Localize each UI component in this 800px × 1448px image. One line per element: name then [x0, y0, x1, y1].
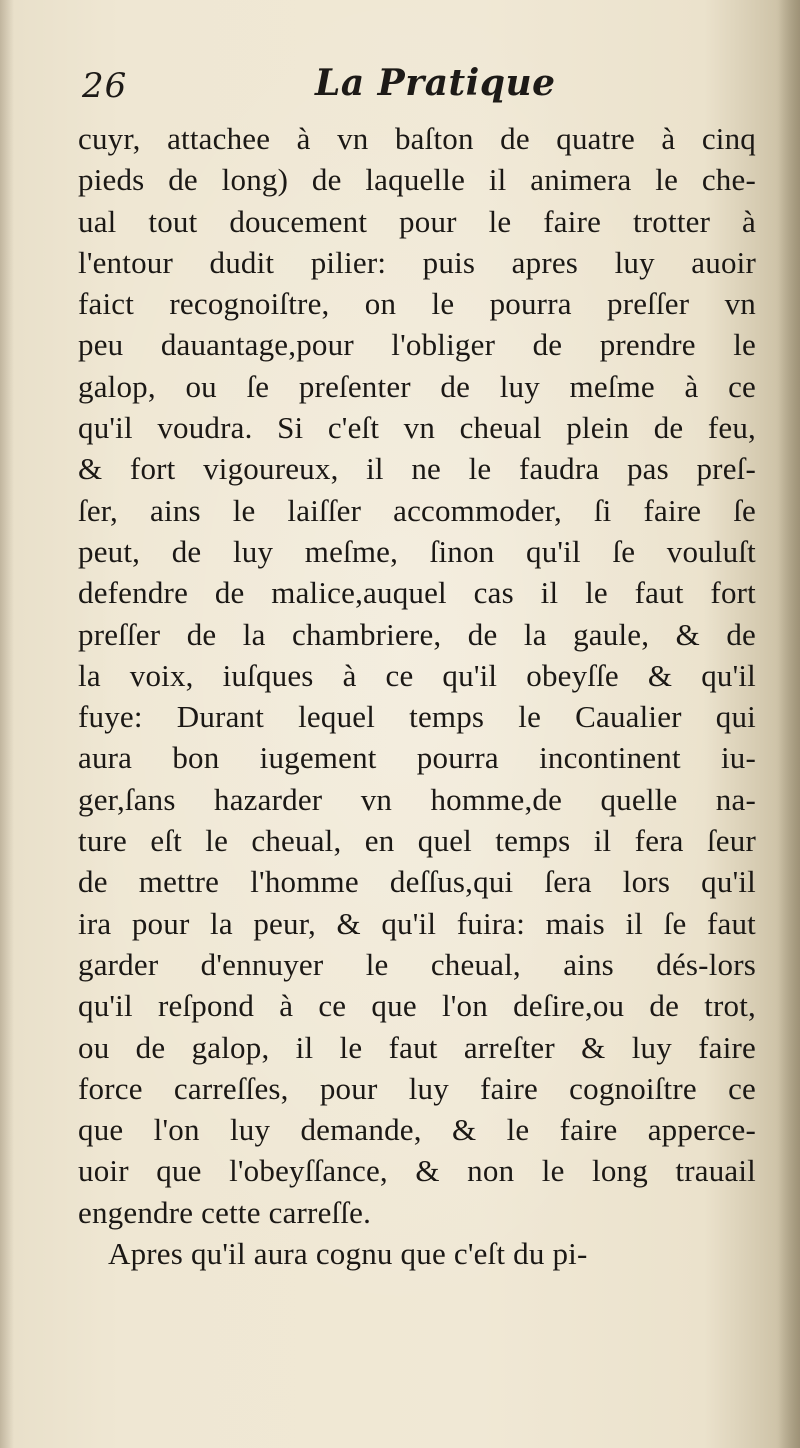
text-line: garder d'ennuyer le cheual, ains dés-lors	[78, 946, 756, 982]
text-line: faict recognoiſtre, on le pourra preſſer vn	[78, 286, 756, 322]
text-line: uoir que l'obeyſſance, & non le long trauail	[78, 1153, 756, 1189]
text-line: peut, de luy meſme, ſinon qu'il ſe vouluſt	[78, 533, 756, 569]
text-line: cuyr, attachee à vn baſton de quatre à cinq	[78, 121, 756, 156]
text-line: ual tout doucement pour le faire trotter à	[78, 203, 756, 239]
running-title: La Pratique	[315, 62, 556, 104]
gutter-shadow	[0, 0, 14, 1448]
text-line: ger,ſans hazarder vn homme,de quelle na-	[78, 781, 756, 817]
page-header	[82, 60, 742, 110]
text-line: ira pour la peur, & qu'il fuira: mais il ſe faut	[78, 905, 756, 941]
text-line: ture eſt le cheual, en quel temps il fera ſeur	[78, 823, 756, 859]
page-number: 26	[82, 66, 128, 106]
body-text	[78, 118, 756, 1274]
text-line: preſſer de la chambriere, de la gaule, & de	[78, 616, 756, 652]
page-edge	[778, 0, 800, 1448]
text-line: de mettre l'homme deſſus,qui ſera lors qu'il	[78, 864, 756, 900]
text-line: ou de galop, il le faut arreſter & luy faire	[78, 1029, 756, 1065]
text-line: aura bon iugement pourra incontinent iu-	[78, 740, 756, 776]
text-line: qu'il reſpond à ce que l'on deſire,ou de trot,	[78, 988, 756, 1024]
text-line: que l'on luy demande, & le faire apperce-	[78, 1112, 756, 1148]
text-line: galop, ou ſe preſenter de luy meſme à ce	[78, 368, 756, 404]
text-line: Apres qu'il aura cognu que c'eſt du pi-	[108, 1236, 588, 1272]
text-line: engendre cette carreſſe.	[78, 1194, 372, 1230]
text-line: defendre de malice,auquel cas il le faut fort	[78, 575, 756, 611]
text-line: ſer, ains le laiſſer accommoder, ſi faire ſe	[78, 492, 756, 528]
text-line: fuye: Durant lequel temps le Caualier qui	[78, 699, 756, 735]
text-line: la voix, iuſques à ce qu'il obeyſſe & qu'il	[78, 657, 756, 693]
text-line: peu dauantage,pour l'obliger de prendre le	[78, 327, 756, 363]
text-line: pieds de long) de laquelle il animera le che-	[78, 162, 756, 198]
text-line: qu'il voudra. Si c'eſt vn cheual plein de feu,	[78, 410, 756, 446]
text-line: force carreſſes, pour luy faire cognoiſtre ce	[78, 1070, 756, 1106]
text-line: & fort vigoureux, il ne le faudra pas preſ-	[78, 451, 756, 487]
text-line: l'entour dudit pilier: puis apres luy auoir	[78, 244, 756, 280]
